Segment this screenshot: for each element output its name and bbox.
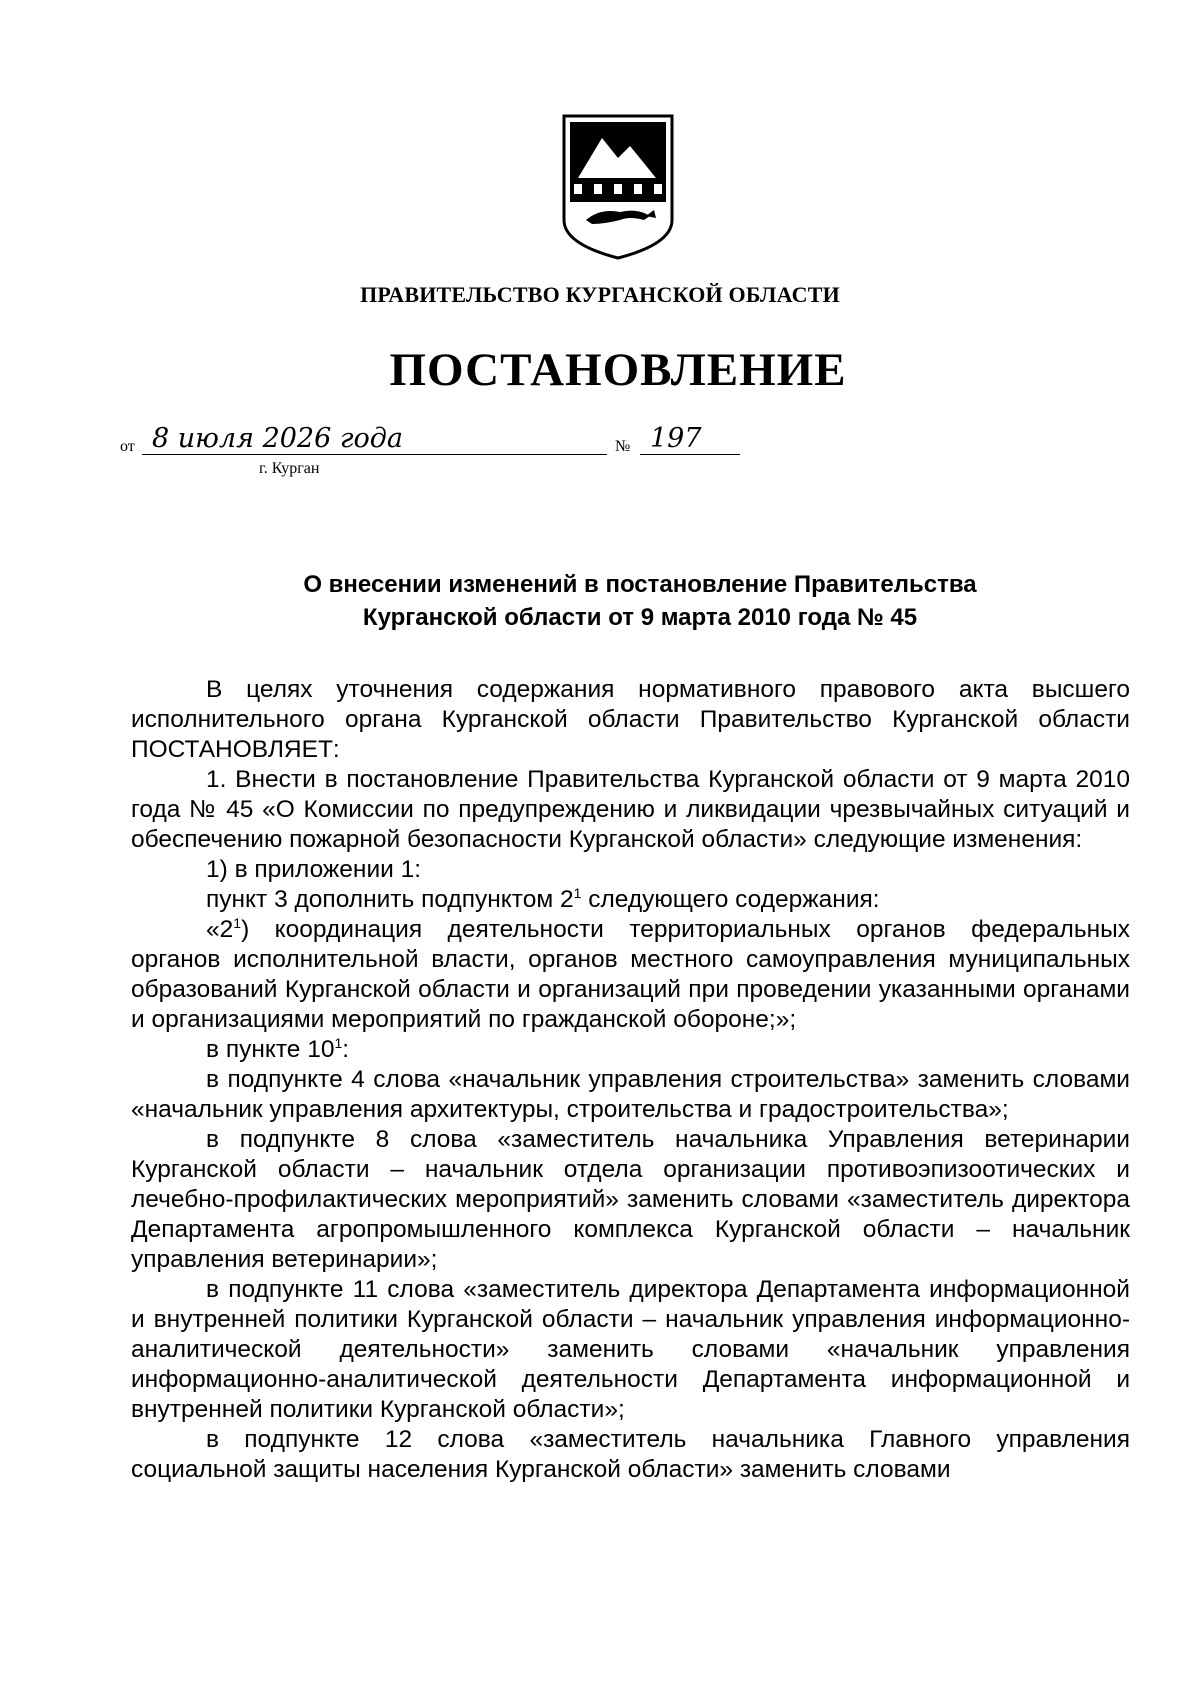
paragraph: в подпункте 12 слова «заместитель начальника Главного управления социальной защиты населения Курганской области» заменить словами [131,1426,1130,1483]
paragraph: «$2^1$) координация деятельности территориальных органов федеральных органов исполнительной власти, органов местного самоуправления муниципальных образований Курганской области и организаций при проведении указанными органами и организациями мероприятий по гражданской обороне;»; [131,915,1130,1033]
paragraph: в подпункте 11 слова «заместитель директора Департамента информационной и внутренней политики Курганской области – начальник управления информационно-аналитической деятельности» заменить словами «начальник управления информационно-аналитической деятельности Департамента информационной и внутренней политики Курганской области»; [131,1276,1130,1423]
title-line-2: Курганской области от 9 марта 2010 года № 45 [362,604,918,631]
paragraph: в подпункте 8 слова «заместитель начальника Управления ветеринарии Курганской области – начальник отдела организации противоэпизоотических и лечебно-профилактических мероприятий» заменить словами «заместитель директора Департамента агропромышленного комплекса Курганской области – начальник управления ветеринарии»; [131,1126,1130,1273]
city: г. Курган [259,460,320,477]
paragraph: 1. Внести в постановление Правительства Курганской области от 9 марта 2010 года № 45 «О Комиссии по предупреждению и ликвидации чрезвычайных ситуаций и обеспечению пожарной безопасности Курганской области» следующие изменения: [131,766,1130,853]
paragraph: в пункте $10^1$: [206,1035,350,1063]
document-number: 197 [640,424,740,455]
date-number-line [120,423,702,464]
paragraph: в подпункте 4 слова «начальник управления строительства» заменить словами «начальник управления архитектуры, строительства и градостроительства»; [131,1066,1130,1123]
paragraph: В целях уточнения содержания нормативного правового акта высшего исполнительного органа Курганской области Правительство Курганской области ПОСТАНОВЛЯЕТ: [131,676,1130,763]
organization-name: ПРАВИТЕЛЬСТВО КУРГАНСКОЙ ОБЛАСТИ [360,282,840,307]
number-prefix: № [615,438,631,455]
date-prefix: от [120,438,135,455]
paragraph: пункт 3 дополнить подпунктом $2^1$ следующего содержания: [206,885,880,913]
document-body [131,675,1130,1485]
document-type: ПОСТАНОВЛЕНИЕ [389,344,847,396]
title-line-1: О внесении изменений в постановление Правительства [303,571,977,598]
coat-of-arms-emblem [560,112,676,260]
document-date: 8 июля 2026 года [142,424,607,455]
document-title [200,568,1080,634]
paragraph: 1) в приложении 1: [206,856,422,883]
